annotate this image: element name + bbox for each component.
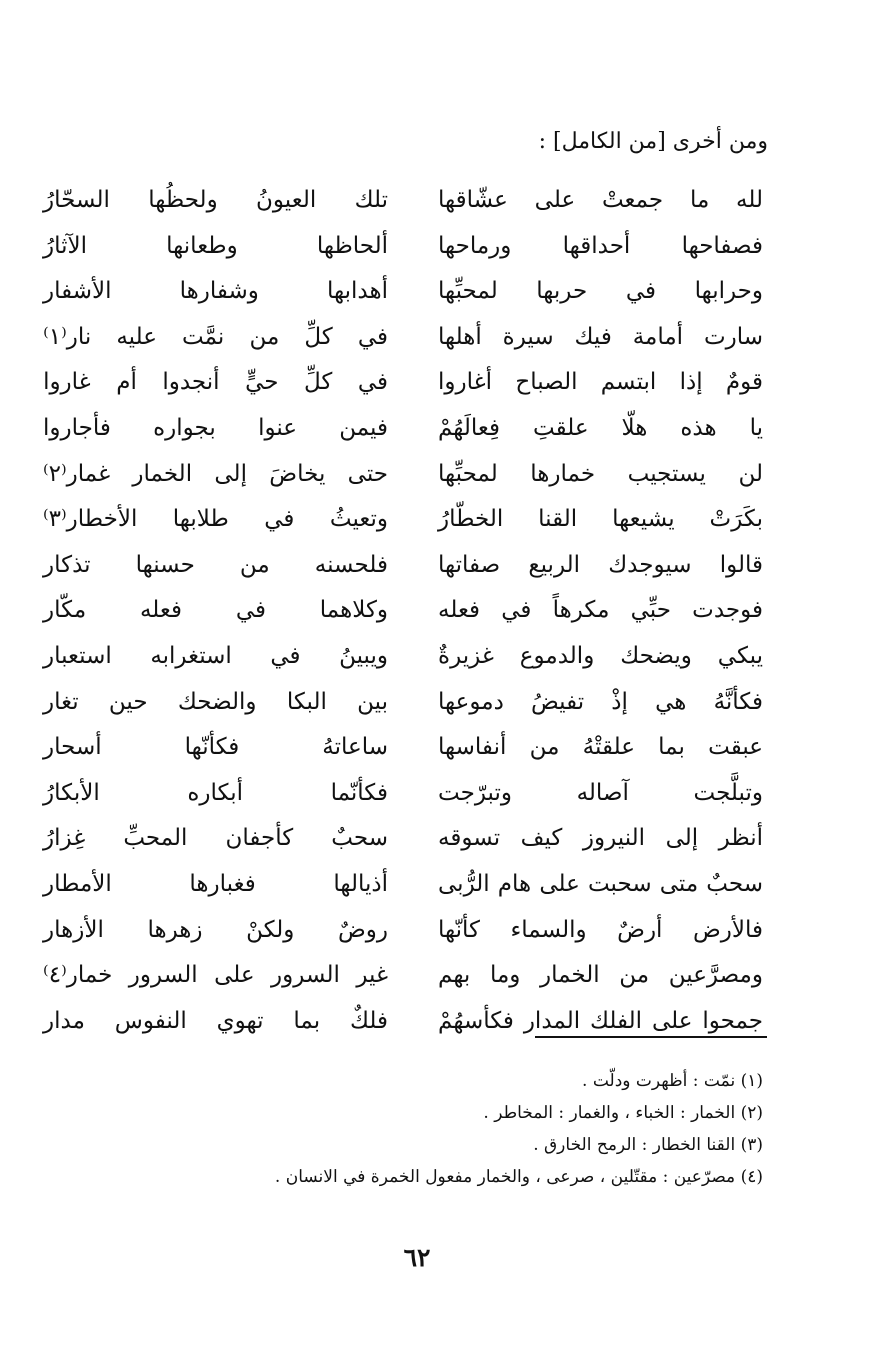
verse-word: السرور bbox=[271, 962, 340, 989]
verse-first-hemistich bbox=[438, 496, 763, 542]
verse-word: المدار bbox=[523, 1007, 581, 1034]
verse-word: حسنها bbox=[135, 551, 195, 578]
verse-word: يخاضَ bbox=[269, 460, 326, 487]
verse-word: فكأنَّهُ bbox=[713, 688, 763, 715]
verse-second-hemistich bbox=[43, 268, 388, 314]
verse-word: يا bbox=[749, 415, 763, 441]
verse-word: الفلك bbox=[590, 1007, 643, 1034]
verse-second-hemistich bbox=[43, 679, 388, 725]
verse bbox=[0, 177, 873, 223]
verse-word: في bbox=[264, 506, 295, 533]
verse-word: القنا bbox=[538, 506, 578, 533]
verse-word: فلحسنه bbox=[314, 551, 388, 578]
verse-word: مكرهاً bbox=[552, 597, 610, 624]
verse-word: سيرة bbox=[502, 323, 554, 350]
verse-word: تسوقه bbox=[438, 825, 501, 852]
verse-word: في bbox=[501, 597, 532, 624]
verse-word: بهم bbox=[438, 962, 471, 989]
verse-word: فأجاروا bbox=[43, 415, 111, 441]
verse-word: العيونُ bbox=[256, 187, 317, 213]
verse-word: نمَّت bbox=[182, 323, 225, 350]
verse-word: في bbox=[235, 597, 266, 624]
verse-word: السحّارُ bbox=[43, 187, 110, 213]
verse-word: بين bbox=[357, 688, 388, 715]
verse bbox=[0, 587, 873, 633]
verse-second-hemistich bbox=[43, 542, 388, 588]
verse-word: عبقت bbox=[708, 734, 763, 761]
verse-word: فصفاحها bbox=[681, 232, 763, 259]
verse-word: فغبارها bbox=[189, 871, 256, 897]
verse-word: جمعتْ bbox=[601, 187, 664, 213]
verse-word: غِزارُ bbox=[43, 825, 86, 852]
verse-first-hemistich bbox=[438, 587, 763, 633]
verse-word: ساعاتهُ bbox=[322, 734, 388, 761]
verse-word: بما bbox=[658, 734, 685, 761]
verse bbox=[0, 405, 873, 451]
verse-word: في bbox=[357, 369, 388, 396]
verse-word: أم bbox=[116, 369, 137, 396]
verse-first-hemistich bbox=[438, 724, 763, 770]
verse-word: ولحظُها bbox=[148, 187, 218, 213]
verse bbox=[0, 633, 873, 679]
verse-first-hemistich bbox=[438, 770, 763, 816]
verse-word: في bbox=[357, 323, 388, 350]
verse-word: ابتسم bbox=[600, 369, 657, 396]
verse-word: علقتِ bbox=[532, 415, 589, 441]
verse bbox=[0, 679, 873, 725]
verse-word: ولكنْ bbox=[246, 916, 295, 943]
verse-word: مدار bbox=[43, 1007, 85, 1034]
verse-word: وتعيثُ bbox=[329, 506, 388, 533]
verse-word: سيوجدك bbox=[608, 551, 692, 578]
verse-word: أنظر bbox=[718, 825, 763, 852]
verse-first-hemistich bbox=[438, 907, 763, 953]
verse-word: حربها bbox=[536, 278, 588, 305]
verse bbox=[0, 861, 873, 907]
verse-word: ورماحها bbox=[438, 232, 512, 259]
verse-word: تذكار bbox=[43, 551, 91, 578]
verse-first-hemistich bbox=[438, 861, 763, 907]
verse-word: إلى bbox=[665, 825, 699, 852]
verse-word: المحبِّ bbox=[123, 825, 188, 852]
verse-word: صفاتها bbox=[438, 551, 501, 578]
verse-word: غير bbox=[356, 962, 388, 989]
verse-word: الصباح bbox=[515, 369, 578, 396]
verse-first-hemistich bbox=[438, 451, 763, 497]
verse-word: استعبار bbox=[43, 643, 112, 669]
verse-word: سحبت bbox=[587, 871, 652, 897]
verse-word: الرُّبى bbox=[438, 871, 490, 897]
verse-word: حبِّي bbox=[630, 597, 671, 624]
verse-word: أنجدوا bbox=[162, 369, 220, 396]
verse-word: لمحبِّها bbox=[438, 460, 498, 487]
verse-word: الأزهار bbox=[43, 916, 104, 943]
verse-word: في bbox=[625, 278, 656, 305]
verse-first-hemistich bbox=[438, 223, 763, 269]
verse-word: قالوا bbox=[719, 551, 763, 578]
verse-word: لمحبِّها bbox=[438, 278, 498, 305]
verse-word: إذْ bbox=[611, 688, 628, 715]
verse-second-hemistich bbox=[43, 314, 388, 360]
verse-word: تفيضُ bbox=[530, 688, 585, 715]
verse-word: تغار bbox=[43, 688, 79, 715]
verse-word: خمار⁽٤⁾ bbox=[43, 962, 113, 989]
verse-first-hemistich bbox=[438, 633, 763, 679]
verse-word: فعله bbox=[438, 597, 481, 624]
verse-word: يبكي bbox=[717, 643, 763, 669]
verse-word: فعله bbox=[139, 597, 183, 624]
verse-word: الربيع bbox=[528, 551, 581, 578]
verse-word: دموعها bbox=[438, 688, 504, 715]
verse-word: فِعالَهُمْ bbox=[438, 415, 501, 441]
verse-word: على bbox=[214, 962, 255, 989]
verse-word: أنفاسها bbox=[438, 734, 507, 761]
verse-word: وطعانها bbox=[166, 232, 238, 259]
verse-word: خمارها bbox=[530, 460, 596, 487]
verse-word: الأخطار⁽٣⁾ bbox=[43, 506, 138, 533]
verse bbox=[0, 314, 873, 360]
verse-word: أمامة bbox=[632, 323, 684, 350]
verse-second-hemistich bbox=[43, 952, 388, 998]
verse-word: بكَرَتْ bbox=[709, 506, 763, 533]
verse-word: كيف bbox=[520, 825, 563, 852]
verse-word: كأنّها bbox=[438, 916, 480, 943]
verse-word: والدموع bbox=[519, 643, 595, 669]
verse-word: كأجفان bbox=[225, 825, 294, 852]
verse-word: أحداقها bbox=[562, 232, 631, 259]
verse-word: وتبلَّجت bbox=[693, 779, 763, 806]
verse-word: إذا bbox=[679, 369, 703, 396]
verse-word: أهلها bbox=[438, 323, 482, 350]
verse-word: ويضحك bbox=[620, 643, 692, 669]
verse-word: فيمن bbox=[339, 415, 388, 441]
verse-word: وشفارها bbox=[179, 278, 259, 305]
verse-word: لن bbox=[738, 460, 763, 487]
verse-word: الخطّارُ bbox=[438, 506, 504, 533]
poem bbox=[0, 177, 873, 1034]
verse-word: علقتْهُ bbox=[582, 734, 635, 761]
verse-second-hemistich bbox=[43, 587, 388, 633]
verse-word: وحرابها bbox=[694, 278, 763, 305]
verse-word: فكأسهُمْ bbox=[438, 1007, 514, 1034]
verse bbox=[0, 907, 873, 953]
verse-word: يستجيب bbox=[627, 460, 706, 487]
verse-word: مكّار bbox=[43, 597, 87, 624]
verse-word: أسحار bbox=[43, 734, 102, 761]
verse-word: الآثارُ bbox=[43, 232, 88, 259]
verse-first-hemistich bbox=[438, 268, 763, 314]
verse-word: أذيالها bbox=[333, 871, 388, 897]
verse-first-hemistich bbox=[438, 815, 763, 861]
verse-second-hemistich bbox=[43, 633, 388, 679]
verse-second-hemistich bbox=[43, 861, 388, 907]
verse-word: كلِّ bbox=[304, 323, 333, 350]
verse-word: هلّا bbox=[621, 415, 648, 441]
verse bbox=[0, 359, 873, 405]
verse bbox=[0, 770, 873, 816]
verse-first-hemistich bbox=[438, 359, 763, 405]
verse-first-hemistich bbox=[438, 679, 763, 725]
verse-word: هام bbox=[497, 871, 532, 897]
verse-word: من bbox=[249, 323, 280, 350]
verse-word: متى bbox=[659, 871, 699, 897]
verse-word: وما bbox=[489, 962, 521, 989]
verse-word: تهوي bbox=[216, 1007, 264, 1034]
verse-word: تلك bbox=[354, 187, 388, 213]
poem-intro: ومن أخرى [من الكامل] : bbox=[538, 129, 768, 154]
verse-word: حيٍّ bbox=[245, 369, 279, 396]
verse-second-hemistich bbox=[43, 451, 388, 497]
verse-word: سحبٌ bbox=[706, 871, 763, 897]
verse-word: أغاروا bbox=[438, 369, 493, 396]
verse-word: الأشفار bbox=[43, 278, 112, 305]
verse-word: الأبكارُ bbox=[43, 779, 100, 806]
verse-word: والسماء bbox=[510, 916, 587, 943]
verse-word: النيروز bbox=[582, 825, 646, 852]
verse-word: على bbox=[539, 871, 580, 897]
footnote-1: (١) نمّت : أظهرت ودلّت . bbox=[582, 1071, 763, 1091]
verse-word: كلِّ bbox=[303, 369, 333, 396]
verse-word: النفوس bbox=[114, 1007, 187, 1034]
verse-word: حين bbox=[108, 688, 148, 715]
verse-word: والضحك bbox=[177, 688, 257, 715]
verse-first-hemistich bbox=[438, 952, 763, 998]
verse-second-hemistich bbox=[43, 405, 388, 451]
verse-word: فكأنّها bbox=[184, 734, 240, 761]
verse-word: من bbox=[239, 551, 270, 578]
verse-word: أهدابها bbox=[327, 278, 388, 305]
verse-word: آصاله bbox=[576, 779, 629, 806]
verse-word: وكلاهما bbox=[319, 597, 388, 624]
verse-word: بجواره bbox=[153, 415, 216, 441]
verse-word: سارت bbox=[703, 323, 763, 350]
verse-second-hemistich bbox=[43, 907, 388, 953]
verse-word: أبكاره bbox=[187, 779, 243, 806]
verse-word: حتى bbox=[347, 460, 388, 487]
verse-word: فوجدت bbox=[692, 597, 763, 624]
verse-word: في bbox=[270, 643, 301, 669]
verse-second-hemistich bbox=[43, 770, 388, 816]
verse-word: غزيرةٌ bbox=[438, 643, 494, 669]
verse-second-hemistich bbox=[43, 815, 388, 861]
verse-word: طلابها bbox=[172, 506, 229, 533]
verse-second-hemistich bbox=[43, 724, 388, 770]
verse-word: من bbox=[529, 734, 560, 761]
verse bbox=[0, 542, 873, 588]
verse bbox=[0, 952, 873, 998]
verse-word: ألحاظها bbox=[316, 232, 388, 259]
verse-word: فكأنّما bbox=[330, 779, 388, 806]
verse-word: ومصرَّعين bbox=[668, 962, 763, 989]
verse-word: على bbox=[651, 1007, 693, 1034]
page-number: ٦٢ bbox=[403, 1243, 431, 1272]
verse-word: إلى bbox=[214, 460, 247, 487]
verse-word: من bbox=[619, 962, 650, 989]
verse-second-hemistich bbox=[43, 177, 388, 223]
verse-word: استغرابه bbox=[150, 643, 232, 669]
verse-second-hemistich bbox=[43, 223, 388, 269]
verse bbox=[0, 815, 873, 861]
verse bbox=[0, 724, 873, 770]
verse-second-hemistich bbox=[43, 359, 388, 405]
verse-word: أرضٌ bbox=[617, 916, 663, 943]
verse bbox=[0, 496, 873, 542]
verse-second-hemistich bbox=[43, 496, 388, 542]
verse-word: جمحوا bbox=[702, 1007, 763, 1034]
verse-word: عشّاقها bbox=[438, 187, 508, 213]
footnote-3: (٣) القنا الخطار : الرمح الخارق . bbox=[533, 1135, 763, 1155]
verse-word: هي bbox=[655, 688, 687, 715]
verse-word: الخمار bbox=[132, 460, 193, 487]
verse-word: زهرها bbox=[147, 916, 203, 943]
verse-word: ما bbox=[689, 187, 710, 213]
verse-word: قومٌ bbox=[725, 369, 763, 396]
verse-word: الأمطار bbox=[43, 871, 112, 897]
verse-word: ويبينُ bbox=[339, 643, 388, 669]
verse-word: لله bbox=[736, 187, 763, 213]
verse-first-hemistich bbox=[438, 542, 763, 588]
verse-word: عنوا bbox=[258, 415, 297, 441]
footnote-4: (٤) مصرّعين : مقتّلين ، صرعى ، والخمار مفعول الخمرة في الانسان . bbox=[274, 1167, 763, 1187]
verse-first-hemistich bbox=[438, 405, 763, 451]
verse-first-hemistich bbox=[438, 177, 763, 223]
footnote-separator bbox=[535, 1036, 767, 1038]
verse-word: روضٌ bbox=[337, 916, 388, 943]
verse-word: وتبرّجت bbox=[438, 779, 512, 806]
verse-word: فيك bbox=[574, 323, 612, 350]
verse-word: سحبٌ bbox=[331, 825, 388, 852]
verse-word: البكا bbox=[286, 688, 327, 715]
footnotes bbox=[203, 1065, 763, 1193]
verse bbox=[0, 223, 873, 269]
verse-word: يشيعها bbox=[612, 506, 675, 533]
verse-word: فالأرض bbox=[692, 916, 763, 943]
footnote-2: (٢) الخمار : الخباء ، والغمار : المخاطر . bbox=[483, 1103, 763, 1123]
verse-first-hemistich bbox=[438, 314, 763, 360]
verse-word: غاروا bbox=[43, 369, 91, 396]
verse-word: على bbox=[534, 187, 576, 213]
verse-word: فلكٌ bbox=[350, 1007, 388, 1034]
verse-word: نار⁽١⁾ bbox=[43, 323, 92, 350]
verse-second-hemistich bbox=[43, 998, 388, 1044]
verse-word: هذه bbox=[680, 415, 717, 441]
verse-word: بما bbox=[293, 1007, 321, 1034]
verse-word: السرور bbox=[128, 962, 198, 989]
verse-word: الخمار bbox=[540, 962, 600, 989]
verse bbox=[0, 268, 873, 314]
verse bbox=[0, 451, 873, 497]
verse-word: غمار⁽٢⁾ bbox=[43, 460, 111, 487]
verse-word: عليه bbox=[116, 323, 157, 350]
